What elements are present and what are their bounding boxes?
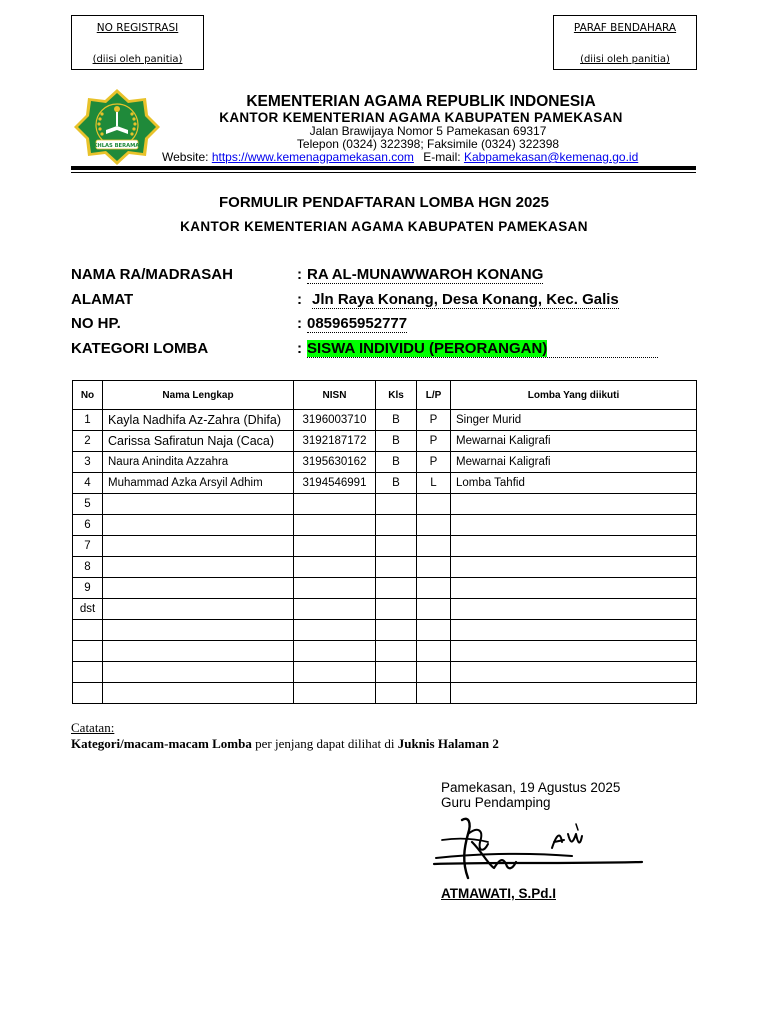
cell-nisn: 3194546991 bbox=[294, 473, 376, 494]
cell-nisn bbox=[294, 599, 376, 620]
cell-gender bbox=[417, 620, 451, 641]
table-row bbox=[73, 452, 697, 473]
registration-box-title: NO REGISTRASI bbox=[96, 22, 179, 34]
cell-no: 8 bbox=[73, 557, 103, 578]
cell-name bbox=[103, 557, 294, 578]
office-phone: Telepon (0324) 322398; Faksimile (0324) 322398 bbox=[296, 137, 560, 151]
cell-competition bbox=[451, 494, 697, 515]
cell-gender bbox=[417, 494, 451, 515]
cell-name bbox=[103, 683, 294, 704]
table-row bbox=[73, 683, 697, 704]
cell-nisn bbox=[294, 578, 376, 599]
participants-table bbox=[72, 380, 697, 704]
office-contact-line bbox=[162, 150, 638, 164]
field-value-phone: 085965952777 bbox=[307, 315, 408, 332]
cell-name bbox=[103, 620, 294, 641]
cell-no: 6 bbox=[73, 515, 103, 536]
cell-class bbox=[376, 662, 417, 683]
cell-class: B bbox=[376, 431, 417, 452]
treasurer-signature-box bbox=[553, 15, 697, 70]
cell-competition bbox=[451, 599, 697, 620]
cell-name bbox=[103, 494, 294, 515]
cell-competition bbox=[451, 620, 697, 641]
cell-no: 1 bbox=[73, 410, 103, 431]
cell-competition: Mewarnai Kaligrafi bbox=[451, 431, 697, 452]
cell-nisn bbox=[294, 515, 376, 536]
table-body bbox=[73, 410, 697, 704]
signature-place-date: Pamekasan, 19 Agustus 2025 bbox=[441, 780, 621, 795]
cell-gender bbox=[417, 557, 451, 578]
cell-class bbox=[376, 494, 417, 515]
cell-class bbox=[376, 620, 417, 641]
cell-nisn bbox=[294, 557, 376, 578]
cell-class bbox=[376, 578, 417, 599]
category-highlight: SISWA INDIVIDU (PERORANGAN) bbox=[307, 340, 548, 357]
field-colon-phone: : bbox=[297, 315, 302, 332]
field-colon-school: : bbox=[297, 266, 302, 283]
cell-nisn: 3196003710 bbox=[294, 410, 376, 431]
header-competition: Lomba Yang diikuti bbox=[451, 381, 697, 410]
cell-no: 5 bbox=[73, 494, 103, 515]
cell-gender bbox=[417, 641, 451, 662]
cell-class bbox=[376, 683, 417, 704]
table-row bbox=[73, 473, 697, 494]
table-row bbox=[73, 515, 697, 536]
cell-class: B bbox=[376, 473, 417, 494]
cell-nisn bbox=[294, 620, 376, 641]
cell-no: 3 bbox=[73, 452, 103, 473]
registration-box-note: (diisi oleh panitia) bbox=[92, 54, 183, 65]
cell-nisn bbox=[294, 494, 376, 515]
table-row bbox=[73, 431, 697, 452]
cell-gender bbox=[417, 536, 451, 557]
website-link[interactable]: https://www.kemenagpamekasan.com bbox=[211, 150, 414, 164]
office-name: KANTOR KEMENTERIAN AGAMA KABUPATEN PAMEKASAN bbox=[219, 110, 623, 125]
field-value-school: RA AL-MUNAWWAROH KONANG bbox=[307, 266, 544, 283]
signature-name: ATMAWATI, S.Pd.I bbox=[441, 886, 556, 901]
cell-competition: Mewarnai Kaligrafi bbox=[451, 452, 697, 473]
signature-role: Guru Pendamping bbox=[441, 795, 551, 810]
cell-nisn bbox=[294, 536, 376, 557]
signature-scribble-icon bbox=[432, 812, 647, 890]
header-no: No bbox=[73, 381, 103, 410]
notes-bold-a: Kategori/macam-macam Lomba bbox=[71, 736, 252, 751]
notes-bold-b: Juknis Halaman 2 bbox=[397, 736, 499, 751]
cell-gender: P bbox=[417, 410, 451, 431]
cell-gender: L bbox=[417, 473, 451, 494]
cell-nisn bbox=[294, 683, 376, 704]
cell-nisn bbox=[294, 662, 376, 683]
table-row bbox=[73, 536, 697, 557]
cell-no: 7 bbox=[73, 536, 103, 557]
table-row bbox=[73, 494, 697, 515]
cell-class bbox=[376, 641, 417, 662]
field-label-school: NAMA RA/MADRASAH bbox=[71, 266, 233, 283]
office-address: Jalan Brawijaya Nomor 5 Pamekasan 69317 bbox=[309, 124, 547, 138]
table-row bbox=[73, 599, 697, 620]
form-title: FORMULIR PENDAFTARAN LOMBA HGN 2025 bbox=[218, 194, 549, 211]
cell-nisn: 3195630162 bbox=[294, 452, 376, 473]
field-colon-address: : bbox=[297, 291, 302, 308]
cell-no: 2 bbox=[73, 431, 103, 452]
form-subtitle: KANTOR KEMENTERIAN AGAMA KABUPATEN PAMEKASAN bbox=[180, 219, 588, 234]
cell-no bbox=[73, 683, 103, 704]
cell-competition bbox=[451, 515, 697, 536]
cell-competition bbox=[451, 536, 697, 557]
cell-name bbox=[103, 599, 294, 620]
treasurer-box-note: (diisi oleh panitia) bbox=[580, 54, 670, 65]
field-value-address: Jln Raya Konang, Desa Konang, Kec. Galis bbox=[312, 291, 619, 308]
cell-class bbox=[376, 599, 417, 620]
cell-class: B bbox=[376, 452, 417, 473]
notes-middle: per jenjang dapat dilihat di bbox=[251, 736, 398, 751]
cell-class bbox=[376, 557, 417, 578]
registration-box bbox=[71, 15, 204, 70]
letterhead-rule-thin bbox=[71, 172, 696, 173]
cell-class bbox=[376, 515, 417, 536]
website-label: Website: bbox=[162, 150, 209, 164]
cell-name: Naura Anindita Azzahra bbox=[103, 452, 294, 473]
cell-gender: P bbox=[417, 452, 451, 473]
cell-name bbox=[103, 515, 294, 536]
cell-competition bbox=[451, 662, 697, 683]
cell-name bbox=[103, 536, 294, 557]
notes-heading: Catatan: bbox=[71, 720, 115, 735]
header-name: Nama Lengkap bbox=[103, 381, 294, 410]
cell-nisn bbox=[294, 641, 376, 662]
cell-competition bbox=[451, 557, 697, 578]
header-gender: L/P bbox=[417, 381, 451, 410]
letterhead-rule-thick bbox=[71, 166, 696, 170]
field-value-category bbox=[307, 340, 658, 358]
cell-gender bbox=[417, 578, 451, 599]
cell-gender bbox=[417, 515, 451, 536]
table-header-row bbox=[73, 381, 697, 410]
table-row bbox=[73, 578, 697, 599]
cell-no bbox=[73, 620, 103, 641]
email-link[interactable]: Kabpamekasan@kemenag.go.id bbox=[463, 150, 639, 164]
header-nisn: NISN bbox=[294, 381, 376, 410]
cell-competition bbox=[451, 578, 697, 599]
table-row bbox=[73, 641, 697, 662]
cell-no bbox=[73, 662, 103, 683]
cell-no: 9 bbox=[73, 578, 103, 599]
header-class: Kls bbox=[376, 381, 417, 410]
cell-competition: Singer Murid bbox=[451, 410, 697, 431]
handwritten-signature bbox=[432, 812, 647, 890]
notes-text bbox=[71, 736, 499, 752]
field-label-phone: NO HP. bbox=[71, 315, 121, 332]
field-label-category: KATEGORI LOMBA bbox=[71, 340, 209, 357]
cell-no: dst bbox=[73, 599, 103, 620]
cell-nisn: 3192187172 bbox=[294, 431, 376, 452]
table-row bbox=[73, 620, 697, 641]
cell-class bbox=[376, 536, 417, 557]
table-row bbox=[73, 662, 697, 683]
cell-no bbox=[73, 641, 103, 662]
table-row bbox=[73, 410, 697, 431]
cell-name bbox=[103, 662, 294, 683]
cell-gender bbox=[417, 599, 451, 620]
table-row bbox=[73, 557, 697, 578]
cell-name: Muhammad Azka Arsyil Adhim bbox=[103, 473, 294, 494]
cell-name bbox=[103, 641, 294, 662]
ministry-name: KEMENTERIAN AGAMA REPUBLIK INDONESIA bbox=[246, 93, 596, 110]
cell-class: B bbox=[376, 410, 417, 431]
cell-name bbox=[103, 578, 294, 599]
logo-motto: IKHLAS BERAMAL bbox=[91, 143, 143, 149]
cell-competition bbox=[451, 683, 697, 704]
cell-gender bbox=[417, 662, 451, 683]
email-label: E-mail: bbox=[423, 150, 461, 164]
field-label-address: ALAMAT bbox=[71, 291, 134, 308]
field-colon-category: : bbox=[297, 340, 302, 357]
cell-competition: Lomba Tahfid bbox=[451, 473, 697, 494]
cell-no: 4 bbox=[73, 473, 103, 494]
treasurer-box-title: PARAF BENDAHARA bbox=[573, 22, 677, 34]
cell-gender: P bbox=[417, 431, 451, 452]
cell-competition bbox=[451, 641, 697, 662]
cell-gender bbox=[417, 683, 451, 704]
cell-name: Carissa Safiratun Naja (Caca) bbox=[103, 431, 294, 452]
cell-name: Kayla Nadhifa Az-Zahra (Dhifa) bbox=[103, 410, 294, 431]
